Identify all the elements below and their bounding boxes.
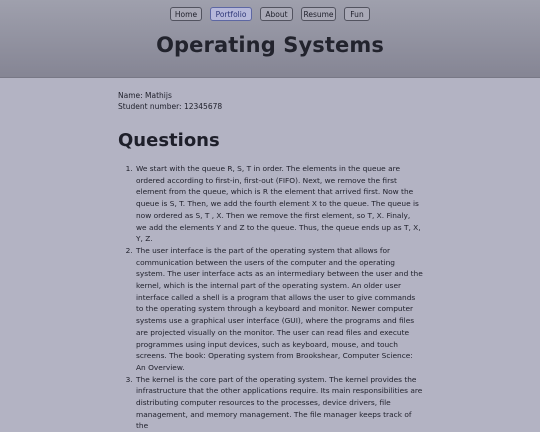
- main-content: [118, 90, 423, 432]
- student-name: Name: Mathijs: [118, 91, 172, 100]
- top-nav: [0, 7, 540, 21]
- page-title: Operating Systems: [156, 33, 384, 57]
- nav-home-button[interactable]: Home: [170, 7, 202, 21]
- questions-heading: Questions: [118, 130, 220, 151]
- question-item: 3. The kernel is the core part of the operating system. The kernel provides the infrastructure that the other applications require. Its main responsibilities are distributing computer resources to the processes, device drivers, file management, and memory management. The file manager keeps track of the: [135, 374, 423, 432]
- nav-about-button[interactable]: About: [260, 7, 293, 21]
- nav-portfolio-button[interactable]: Portfolio: [210, 7, 252, 21]
- questions-list: [118, 163, 423, 432]
- nav-resume-button[interactable]: Resume: [301, 7, 336, 21]
- student-number: Student number: 12345678: [118, 102, 223, 111]
- site-header: [0, 0, 540, 78]
- question-item: 2. The user interface is the part of the operating system that allows for communication between the users of the computer and the operating system. The user interface acts as an intermediary between the user and the kernel, which is the internal part of the operating system. An older user interface called a shell is a program that allows the user to give commands to the operating system through a keyboard and monitor. Newer computer systems use a graphical user interface (GUI), where the programs and files are projected visually on the monitor. The user can read files and execute programmes using input devices, such as keyboard, mouse, and touch screens. The book: Operating system from Brookshear, Computer Science: An Overview.: [135, 245, 423, 374]
- nav-fun-button[interactable]: Fun: [344, 7, 370, 21]
- question-item: 1. We start with the queue R, S, T in order. The elements in the queue are ordered according to first-in, first-out (FIFO). Next, we remove the first element from the queue, which is R the element that arrived first. Now the queue is S, T. Then, we add the fourth element X to the queue. The queue is now ordered as S, T , X. Then we remove the first element, so T, X. Finaly, we add the elements Y and Z to the queue. Thus, the queue ends up as T, X, Y, Z.: [135, 163, 423, 245]
